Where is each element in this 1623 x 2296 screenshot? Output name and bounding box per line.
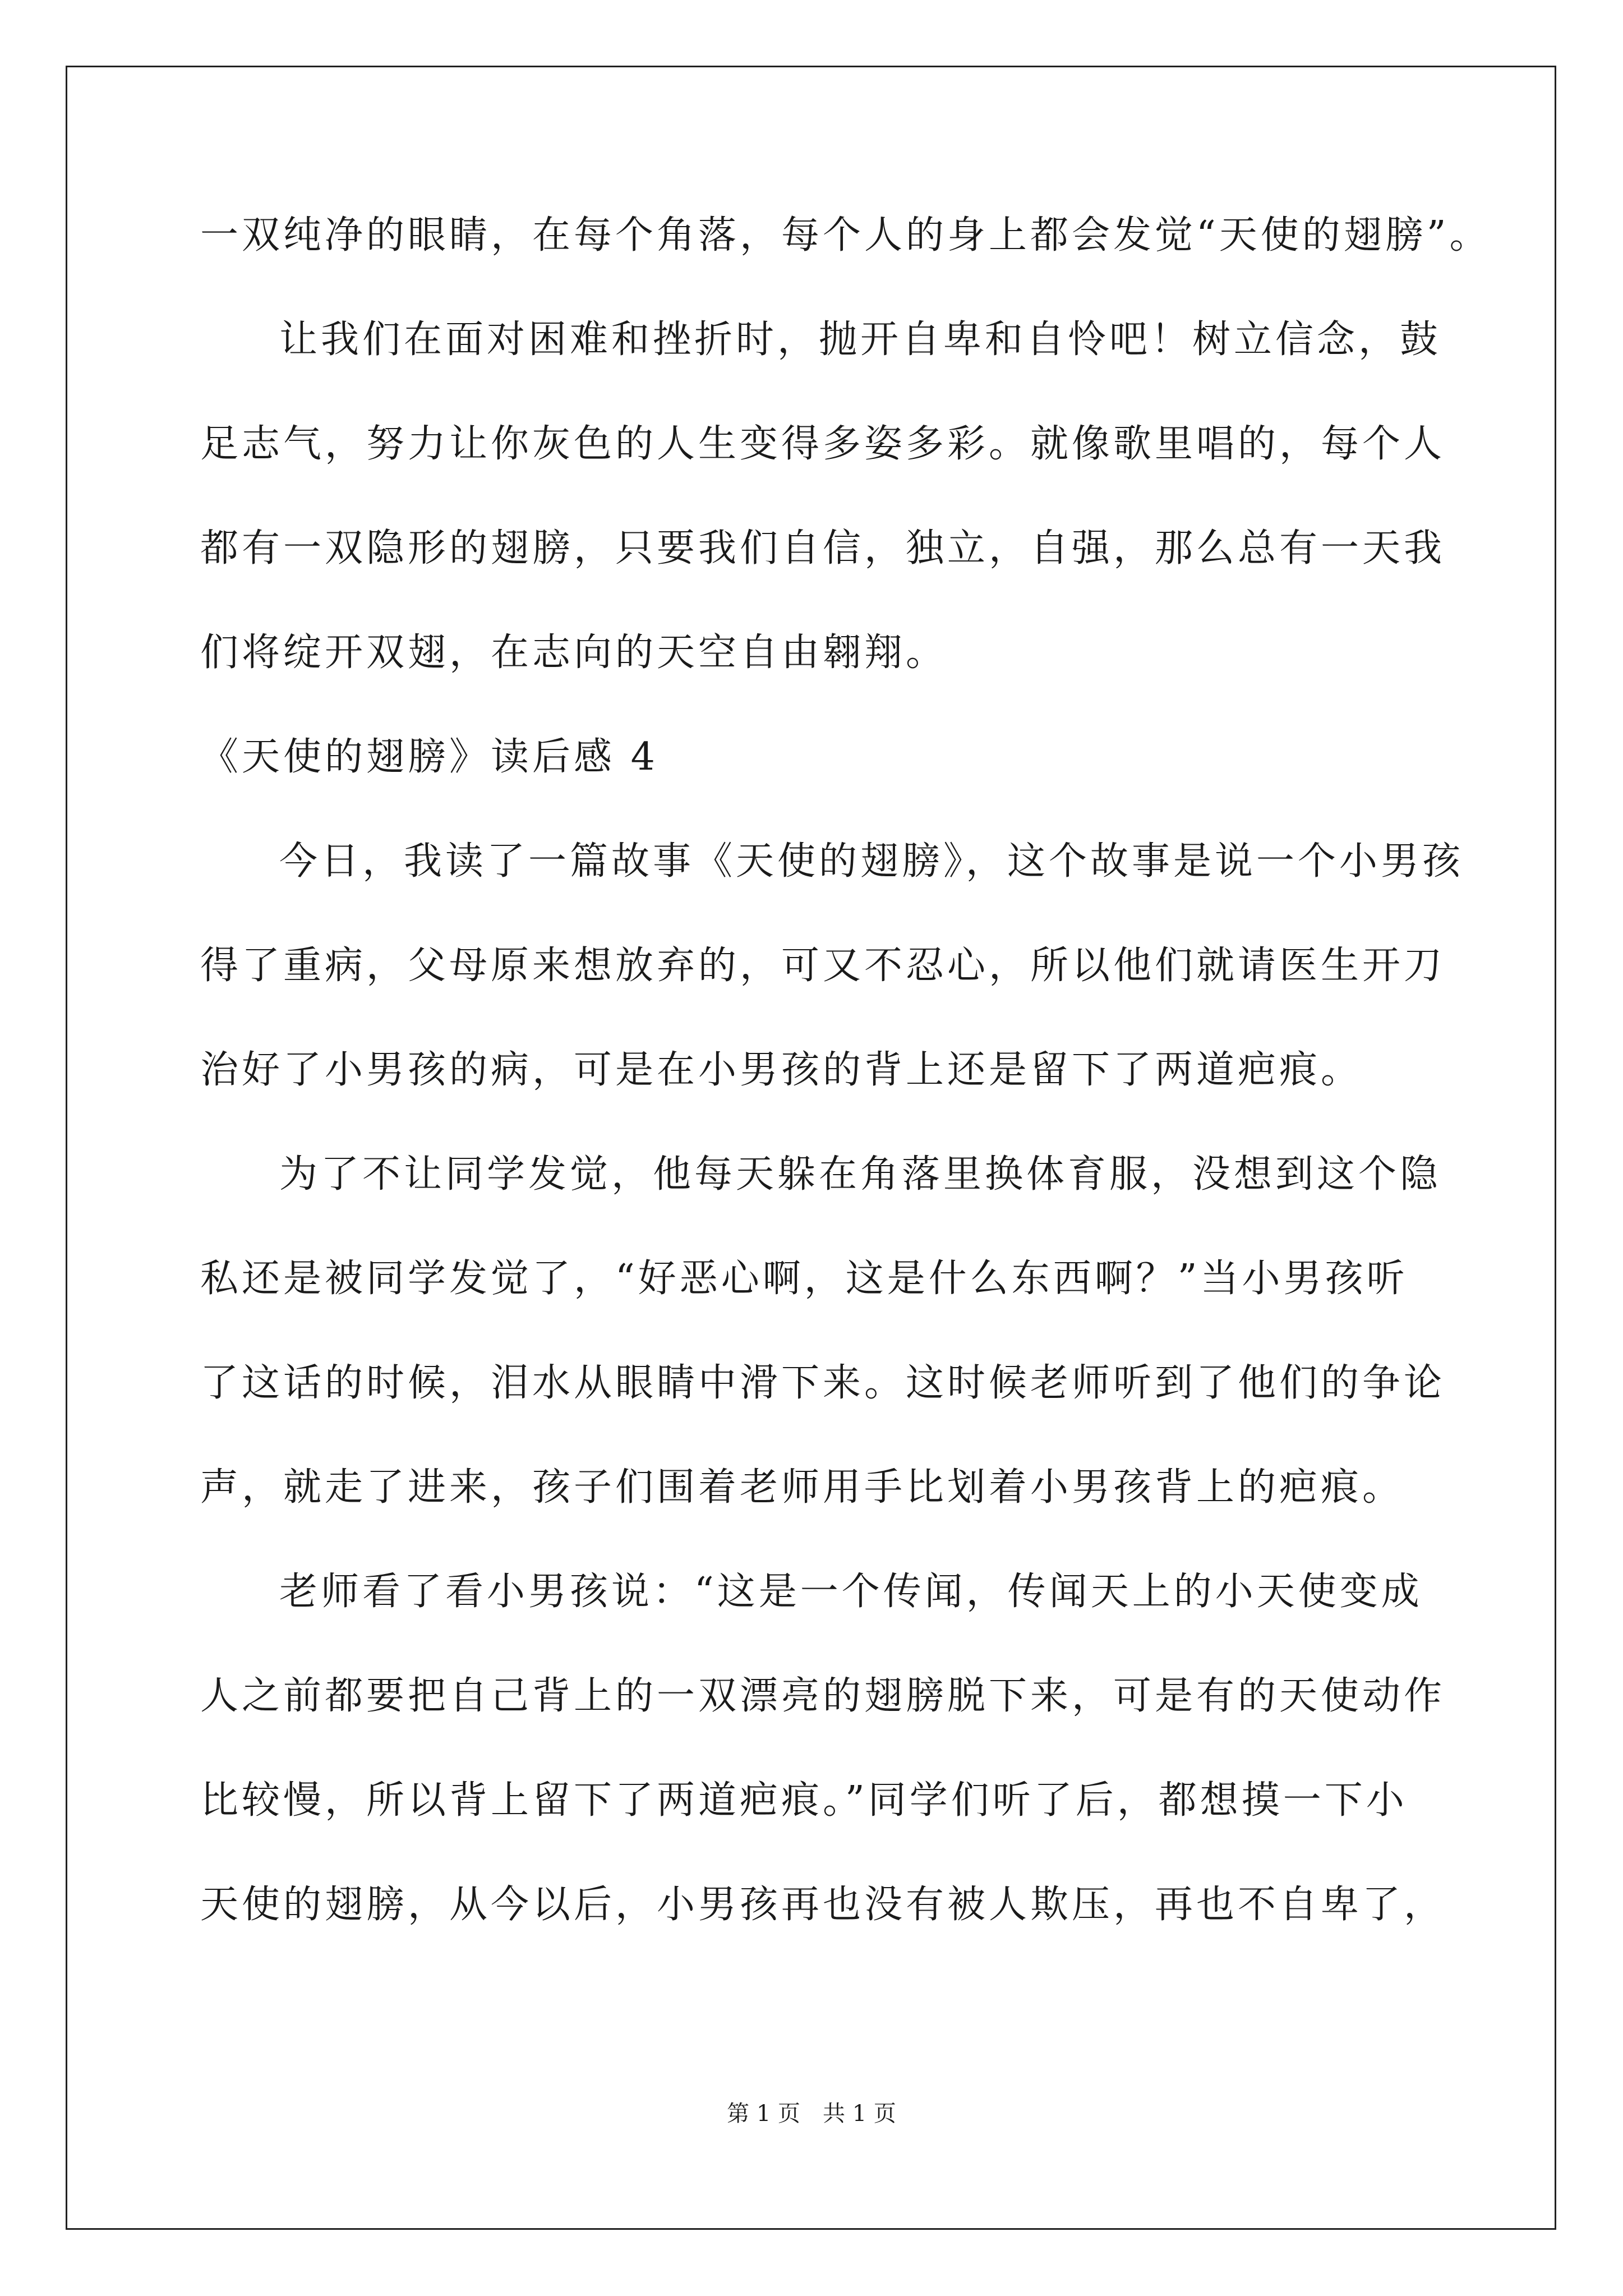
text-line-11: 私还是被同学发觉了，“好恶心啊，这是什么东西啊？”当小男孩听 <box>200 1257 1408 1301</box>
text-line-7: 今日，我读了一篇故事《天使的翅膀》，这个故事是说一个小男孩 <box>279 839 1464 884</box>
text-line-10: 为了不让同学发觉，他每天躲在角落里换体育服，没想到这个隐 <box>279 1152 1442 1197</box>
text-line-17: 天使的翅膀，从今以后，小男孩再也没有被人欺压，再也不自卑了， <box>200 1883 1446 1927</box>
text-line-4: 都有一双隐形的翅膀，只要我们自信，独立，自强，那么总有一天我 <box>200 526 1446 570</box>
text-line-2: 让我们在面对困难和挫折时，抛开自卑和自怜吧！树立信念，鼓 <box>279 318 1442 362</box>
page-footer: 第 1 页 共 1 页 <box>727 2101 896 2127</box>
section-heading: 《天使的翅膀》读后感 4 <box>200 735 658 779</box>
text-line-5: 们将绽开双翅，在志向的天空自由翱翔。 <box>200 631 948 675</box>
text-line-15: 人之前都要把自己背上的一双漂亮的翅膀脱下来，可是有的天使动作 <box>200 1674 1446 1718</box>
text-line-14: 老师看了看小男孩说：“这是一个传闻，传闻天上的小天使变成 <box>279 1570 1423 1614</box>
text-line-9: 治好了小男孩的病，可是在小男孩的背上还是留下了两道疤痕。 <box>200 1048 1363 1092</box>
text-line-16: 比较慢，所以背上留下了两道疤痕。”同学们听了后，都想摸一下小 <box>200 1778 1408 1823</box>
text-line-13: 声，就走了进来，孩子们围着老师用手比划着小男孩背上的疤痕。 <box>200 1465 1404 1510</box>
text-line-1: 一双纯净的眼睛，在每个角落，每个人的身上都会发觉“天使的翅膀”。 <box>200 213 1491 257</box>
text-line-8: 得了重病，父母原来想放弃的，可又不忍心，所以他们就请医生开刀 <box>200 944 1446 988</box>
text-line-12: 了这话的时候，泪水从眼睛中滑下来。这时候老师听到了他们的争论 <box>200 1361 1446 1405</box>
text-line-3: 足志气，努力让你灰色的人生变得多姿多彩。就像歌里唱的，每个人 <box>200 422 1446 466</box>
